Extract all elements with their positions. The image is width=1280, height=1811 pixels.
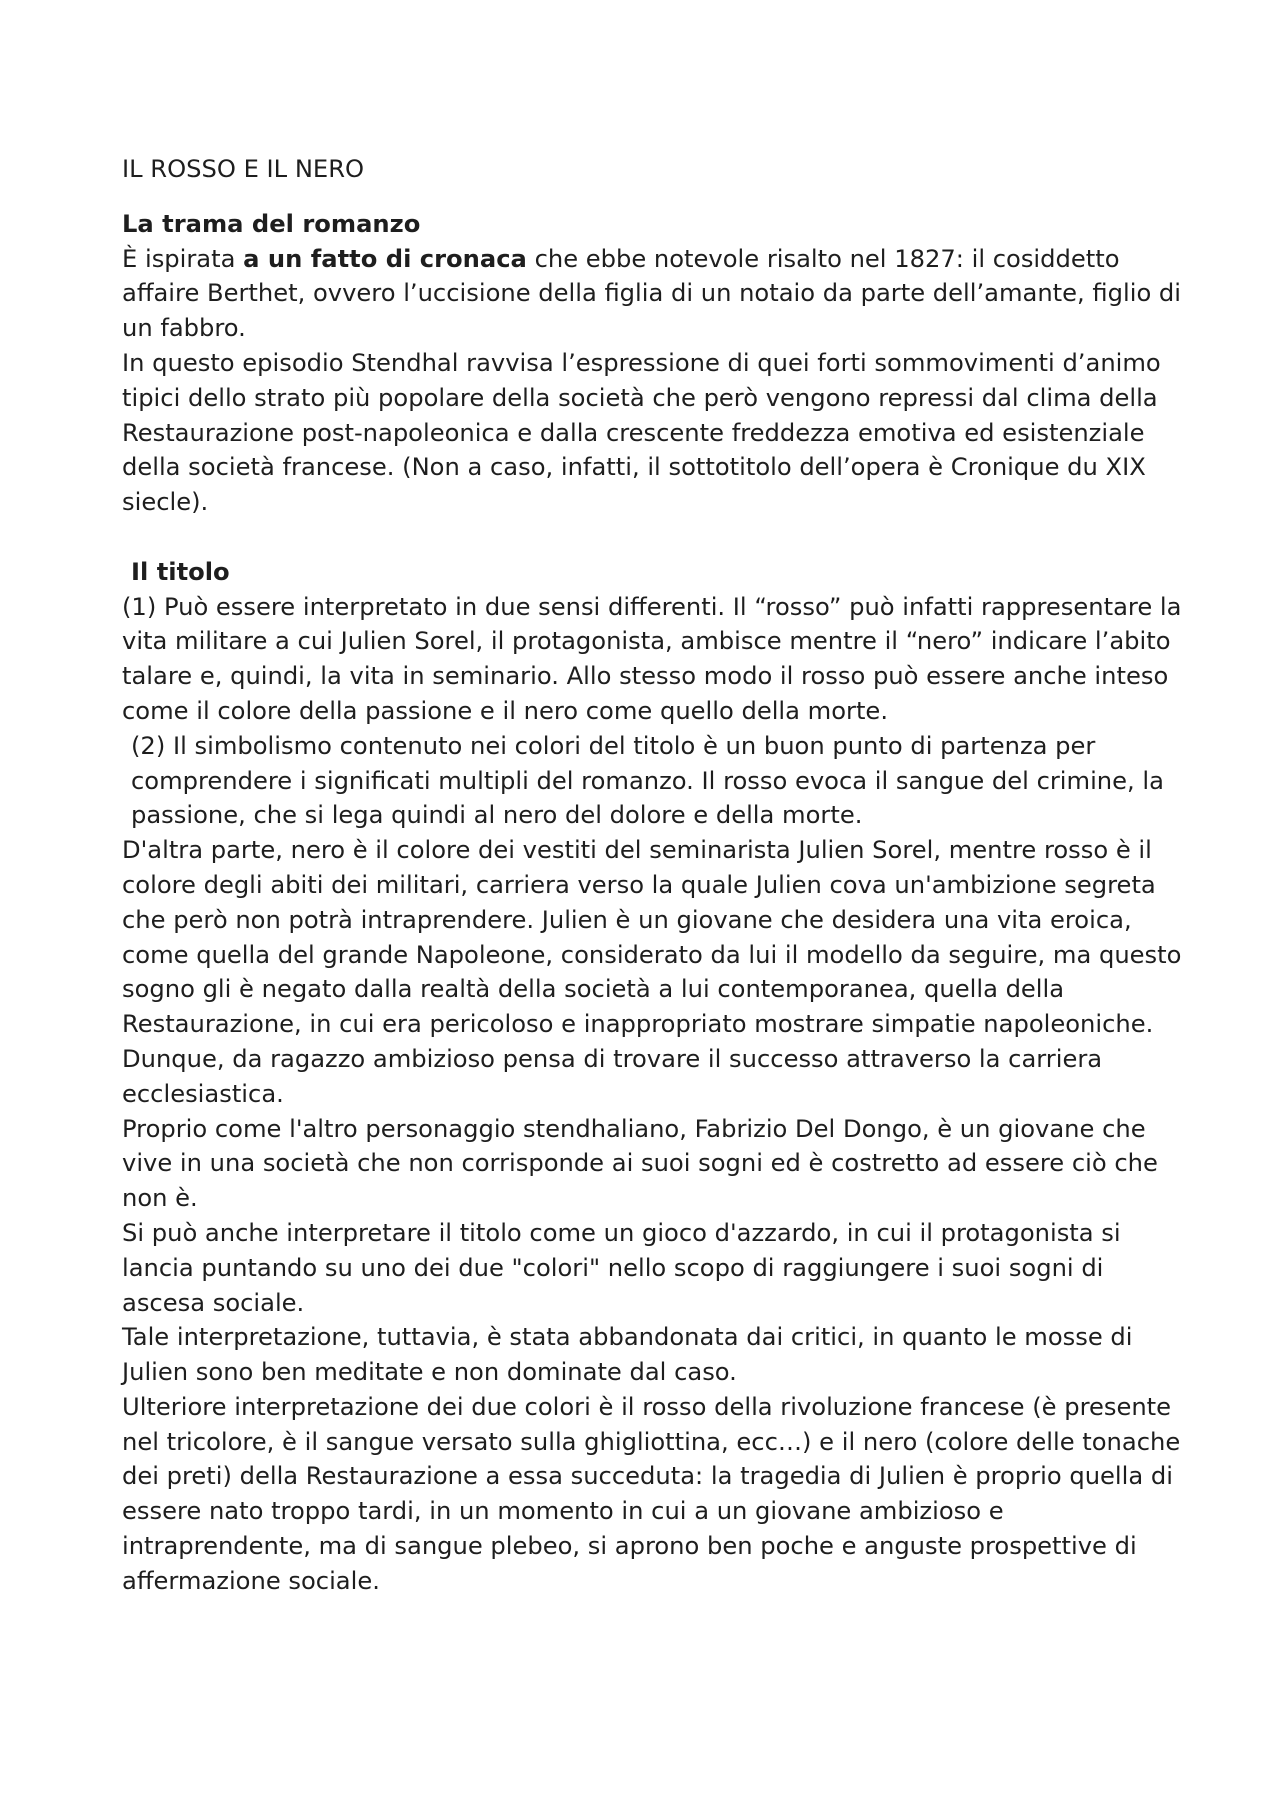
section-heading-plot: La trama del romanzo xyxy=(122,209,421,238)
spacer xyxy=(122,520,1182,555)
document-page xyxy=(122,152,1182,1599)
paragraph-title-2: (2) Il simbolismo contenuto nei colori del titolo è un buon punto di partenza per comprendere i significati multipli del romanzo. Il rosso evoca il sangue del crimine, la passione, che si lega quindi al nero del dolore e della morte. xyxy=(131,731,1164,830)
paragraph-title-7: Ulteriore interpretazione dei due colori è il rosso della rivoluzione francese (è presente nel tricolore, è il sangue versato sulla ghigliottina, ecc…) e il nero (colore delle tonache dei preti) della Restaurazione a essa succeduta: la tragedia di Julien è proprio quella di essere nato troppo tardi, in un momento in cui a un giovane ambizioso e intraprendente, ma di sangue plebeo, si aprono ben poche e anguste prospettive di affermazione sociale. xyxy=(122,1392,1181,1595)
text-run: che ebbe notevole risalto nel 1827: il cosiddetto affaire Berthet, ovvero l’uccisione della figlia di un notaio da parte dell’amante, figlio di un fabbro. xyxy=(122,244,1182,343)
paragraph-title-6: Tale interpretazione, tuttavia, è stata abbandonata dai critici, in quanto le mosse di Julien sono ben meditate e non dominate dal caso. xyxy=(122,1323,1133,1387)
paragraph-title-3: D'altra parte, nero è il colore dei vestiti del seminarista Julien Sorel, mentre rosso è il colore degli abiti dei militari, carriera verso la quale Julien cova un'ambizione segreta che però non potrà intraprendere. Julien è un giovane che desidera una vita eroica, come quella del grande Napoleone, considerato da lui il modello da seguire, ma questo sogno gli è negato dalla realtà della società a lui contemporanea, quella della Restaurazione, in cui era pericoloso e inappropriato mostrare simpatie napoleoniche. Dunque, da ragazzo ambizioso pensa di trovare il successo attraverso la carriera ecclesiastica. xyxy=(122,836,1182,1108)
section-heading-title: Il titolo xyxy=(131,557,230,586)
paragraph-plot-origin xyxy=(122,242,1182,346)
paragraph-title-4: Proprio come l'altro personaggio stendhaliano, Fabrizio Del Dongo, è un giovane che vive in una società che non corrisponde ai suoi sogni ed è costretto ad essere ciò che non è. xyxy=(122,1114,1158,1213)
section-title-meaning xyxy=(122,555,1182,1599)
paragraph-title-5: Si può anche interpretare il titolo come un gioco d'azzardo, in cui il protagonista si lancia puntando su uno dei due "colori" nello scopo di raggiungere i suoi sogni di ascesa sociale. xyxy=(122,1218,1121,1317)
section-plot xyxy=(122,207,1182,520)
text-run: È ispirata xyxy=(122,244,244,273)
bold-text-run: a un fatto di cronaca xyxy=(243,244,527,273)
document-title: IL ROSSO E IL NERO xyxy=(122,155,365,183)
paragraph-plot-episode: In questo episodio Stendhal ravvisa l’espressione di quei forti sommovimenti d’animo tipici dello strato più popolare della società che però vengono repressi dal clima della Restaurazione post-napoleonica e dalla crescente freddezza emotiva ed esistenziale della società francese. (Non a caso, infatti, il sottotitolo dell’opera è Cronique du XIX siecle). xyxy=(122,348,1161,517)
paragraph-title-1: (1) Può essere interpretato in due sensi differenti. Il “rosso” può infatti rappresentare la vita militare a cui Julien Sorel, il protagonista, ambisce mentre il “nero” indicare l’abito talare e, quindi, la vita in seminario. Allo stesso modo il rosso può essere anche inteso come il colore della passione e il nero come quello della morte. xyxy=(122,592,1182,725)
spacer xyxy=(122,187,1182,207)
